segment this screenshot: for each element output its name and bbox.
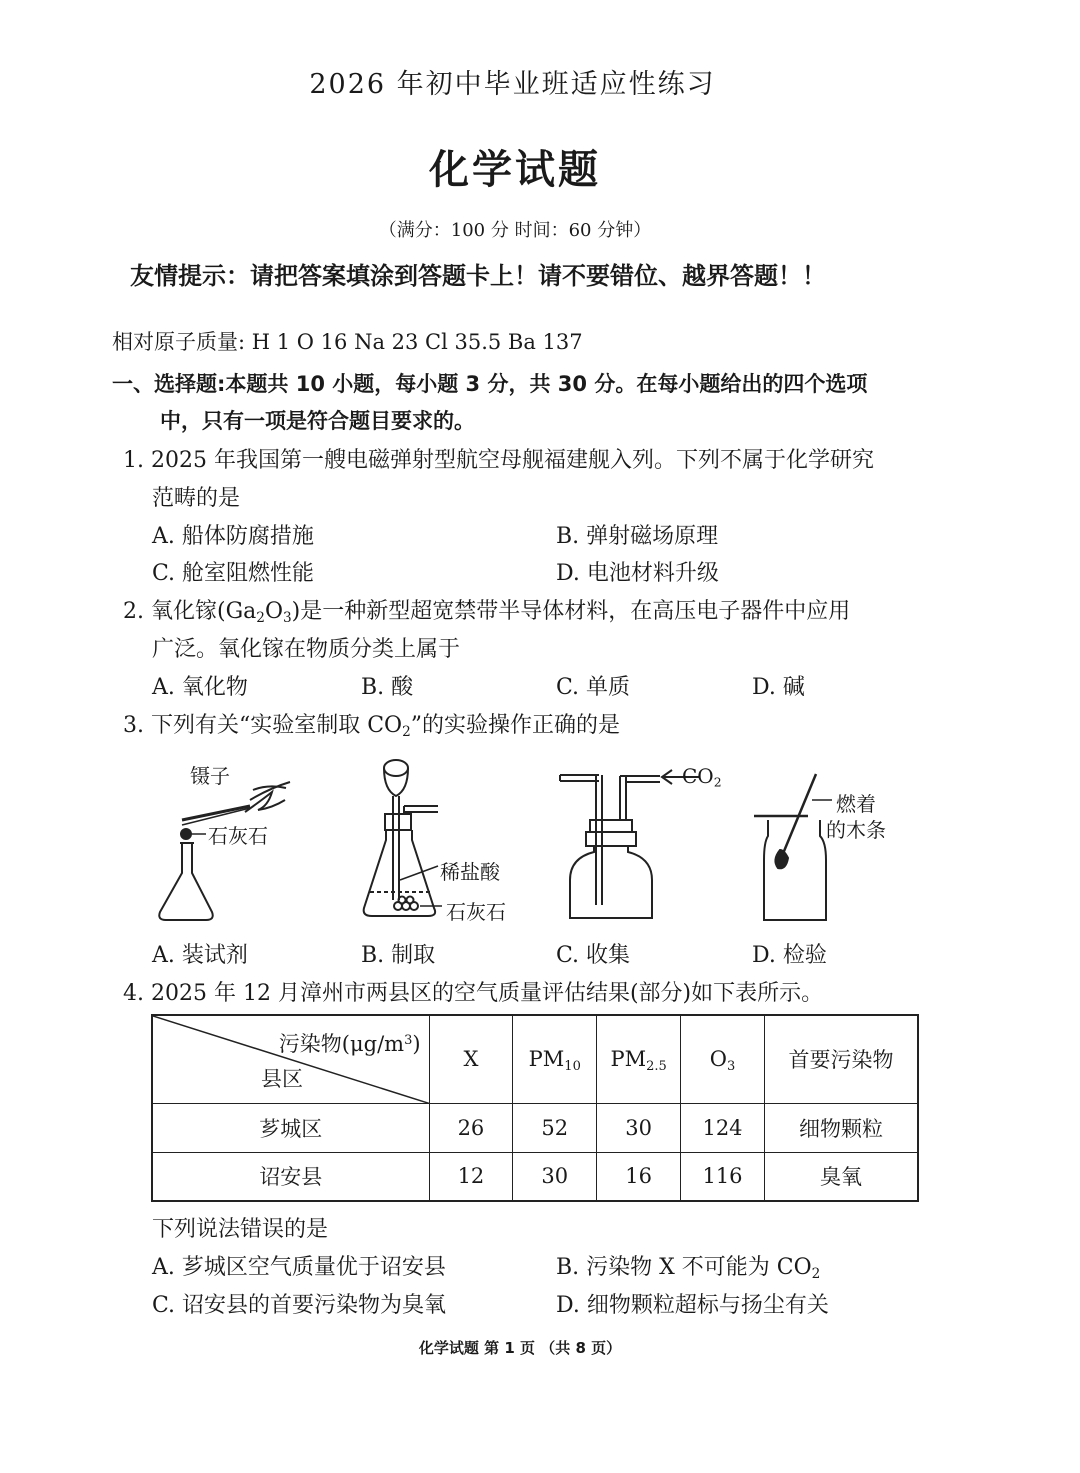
header-primary-pollutant: 首要污染物 (764, 1015, 918, 1103)
q1-stem-line1: 1. 2025 年我国第一艘电磁弹射型航空母舰福建舰入列。下列不属于化学研究 (123, 448, 874, 473)
q3-caption-a: A. 装试剂 (152, 943, 248, 968)
fig-d-label-line1: 燃着 (836, 792, 876, 816)
q2-stem-line2: 广泛。氧化镓在物质分类上属于 (152, 637, 461, 662)
row-x: 26 (429, 1103, 513, 1152)
fig-a-label-limestone: 石灰石 (208, 824, 268, 848)
row-pm25: 30 (597, 1103, 681, 1152)
fig-c-label-co2: $CO_2$ (682, 764, 722, 790)
q3-caption-d: D. 检验 (752, 943, 827, 968)
table-row (152, 1103, 918, 1152)
q1-option-c: C. 舱室阻燃性能 (152, 561, 315, 586)
exam-meta: （满分：100 分 时间：60 分钟） (378, 220, 652, 241)
row-primary: 细物颗粒 (764, 1103, 918, 1152)
row-name: 芗城区 (152, 1103, 429, 1152)
table-row (152, 1152, 918, 1201)
fig-a-label-tweezers: 镊子 (190, 764, 230, 788)
table-corner-cell (152, 1015, 429, 1103)
q4-stem: 4. 2025 年 12 月漳州市两县区的空气质量评估结果(部分)如下表所示。 (123, 981, 824, 1006)
q1-option-d: D. 电池材料升级 (556, 561, 719, 586)
row-o3: 116 (681, 1152, 765, 1201)
table-header-row (152, 1015, 918, 1103)
section-heading-line1: 一、选择题:本题共 10 小题，每小题 3 分，共 30 分。在每小题给出的四个选项 (112, 372, 868, 396)
q2-option-d: D. 碱 (752, 675, 805, 700)
q3-caption-c: C. 收集 (556, 943, 631, 968)
row-pm10: 30 (513, 1152, 597, 1201)
section-heading-line2: 中，只有一项是符合题目要求的。 (160, 409, 475, 433)
fig-b-label-limestone: 石灰石 (446, 900, 506, 924)
header-x: X (429, 1015, 513, 1103)
fig-b-label-acid: 稀盐酸 (440, 860, 500, 884)
subject-title: 化学试题 (429, 147, 601, 193)
header-pm10: $PM_{10}$ (513, 1015, 597, 1103)
figure-d-test-bottle (754, 774, 832, 920)
q1-option-b: B. 弹射磁场原理 (556, 524, 719, 549)
q2-option-c: C. 单质 (556, 675, 631, 700)
fig-d-label-line2: 的木条 (826, 818, 886, 842)
row-primary: 臭氧 (764, 1152, 918, 1201)
q2-stem-line1: 2. 氧化镓$(Ga_2O_3)$是一种新型超宽禁带半导体材料，在高压电子器件中应用 (123, 599, 851, 627)
exam-title: 2026 年初中毕业班适应性练习 (309, 69, 716, 100)
row-pm10: 52 (513, 1103, 597, 1152)
q1-stem-line2: 范畴的是 (152, 486, 241, 511)
row-pm25: 16 (597, 1152, 681, 1201)
atomic-masses: 相对原子质量: H 1 O 16 Na 23 Cl 35.5 Ba 137 (112, 330, 583, 354)
figure-b-generator (364, 760, 442, 916)
corner-label-county: 县区 (261, 1066, 303, 1091)
figure-a-flask-tweezers (159, 782, 290, 920)
q2-option-a: A. 氧化物 (152, 675, 248, 700)
row-x: 12 (429, 1152, 513, 1201)
q4-option-a: A. 芗城区空气质量优于诏安县 (152, 1255, 446, 1280)
page-footer: 化学试题 第 1 页 （共 8 页） (418, 1339, 622, 1357)
row-o3: 124 (681, 1103, 765, 1152)
q1-option-a: A. 船体防腐措施 (152, 524, 314, 549)
header-pm25: $PM_{2.5}$ (597, 1015, 681, 1103)
q4-option-d: D. 细物颗粒超标与扬尘有关 (556, 1293, 829, 1318)
q3-stem: 3. 下列有关“实验室制取 $CO_2$”的实验操作正确的是 (123, 713, 621, 741)
q4-option-b: B. 污染物 X 不可能为 $CO_2$ (556, 1255, 821, 1283)
figure-c-collection-bottle (560, 770, 700, 918)
header-o3: $O_3$ (681, 1015, 765, 1103)
air-quality-table (151, 1014, 919, 1202)
q3-caption-b: B. 制取 (361, 943, 436, 968)
q4-prompt: 下列说法错误的是 (152, 1217, 329, 1242)
q2-option-b: B. 酸 (361, 675, 414, 700)
corner-label-pollutant: 污染物$(\mu g/m^3)$ (278, 1032, 421, 1056)
row-name: 诏安县 (152, 1152, 429, 1201)
friendly-tip: 友情提示：请把答案填涂到答题卡上！请不要错位、越界答题！！ (130, 262, 826, 290)
q4-option-c: C. 诏安县的首要污染物为臭氧 (152, 1293, 447, 1318)
